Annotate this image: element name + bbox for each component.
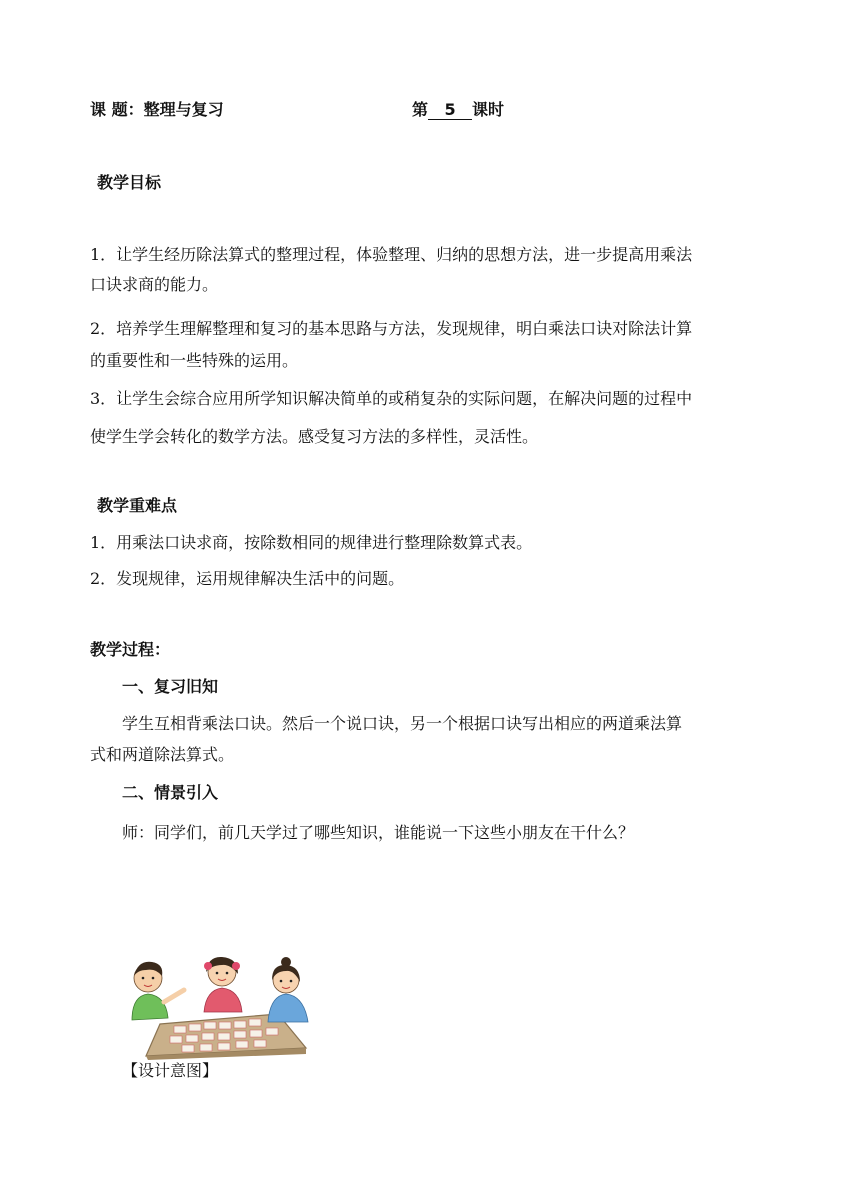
design-intent-label: 【设计意图】 (122, 1061, 219, 1080)
topic-line (90, 97, 224, 120)
section1-line-2: 式和两道除法算式。 (90, 745, 235, 764)
lesson-line (412, 97, 504, 120)
section2-title: 二、情景引入 (122, 783, 219, 802)
section1-line-1: 学生互相背乘法口诀。然后一个说口诀，另一个根据口诀写出相应的两道乘法算 (122, 714, 683, 733)
objective-line-3: 2．培养学生理解整理和复习的基本思路与方法，发现规律，明白乘法口诀对除法计算 (90, 319, 693, 338)
objective-line-1: 1．让学生经历除法算式的整理过程，体验整理、归纳的思想方法，进一步提高用乘法 (90, 245, 693, 264)
key-points-heading: 教学重难点 (97, 496, 178, 515)
lesson-number: 5 (428, 101, 472, 120)
children-illustration (126, 956, 318, 1060)
topic-label: 课 题： (90, 100, 144, 119)
section1-title: 一、复习旧知 (122, 677, 219, 696)
lesson-prefix: 第 (412, 100, 429, 119)
topic-value: 整理与复习 (143, 100, 224, 119)
objectives-heading: 教学目标 (97, 173, 162, 192)
lesson-suffix: 课时 (472, 100, 505, 119)
process-heading: 教学过程： (90, 640, 171, 659)
objective-line-5: 3．让学生会综合应用所学知识解决简单的或稍复杂的实际问题，在解决问题的过程中 (90, 389, 693, 408)
key-point-line-1: 1．用乘法口诀求商，按除数相同的规律进行整理除数算式表。 (90, 533, 533, 552)
section2-line: 师：同学们，前几天学过了哪些知识，谁能说一下这些小朋友在干什么？ (122, 823, 635, 842)
objective-line-6: 使学生学会转化的数学方法。感受复习方法的多样性，灵活性。 (90, 427, 539, 446)
key-point-line-2: 2．发现规律，运用规律解决生活中的问题。 (90, 569, 405, 588)
objective-line-2: 口诀求商的能力。 (90, 275, 219, 294)
objective-line-4: 的重要性和一些特殊的运用。 (90, 351, 299, 370)
